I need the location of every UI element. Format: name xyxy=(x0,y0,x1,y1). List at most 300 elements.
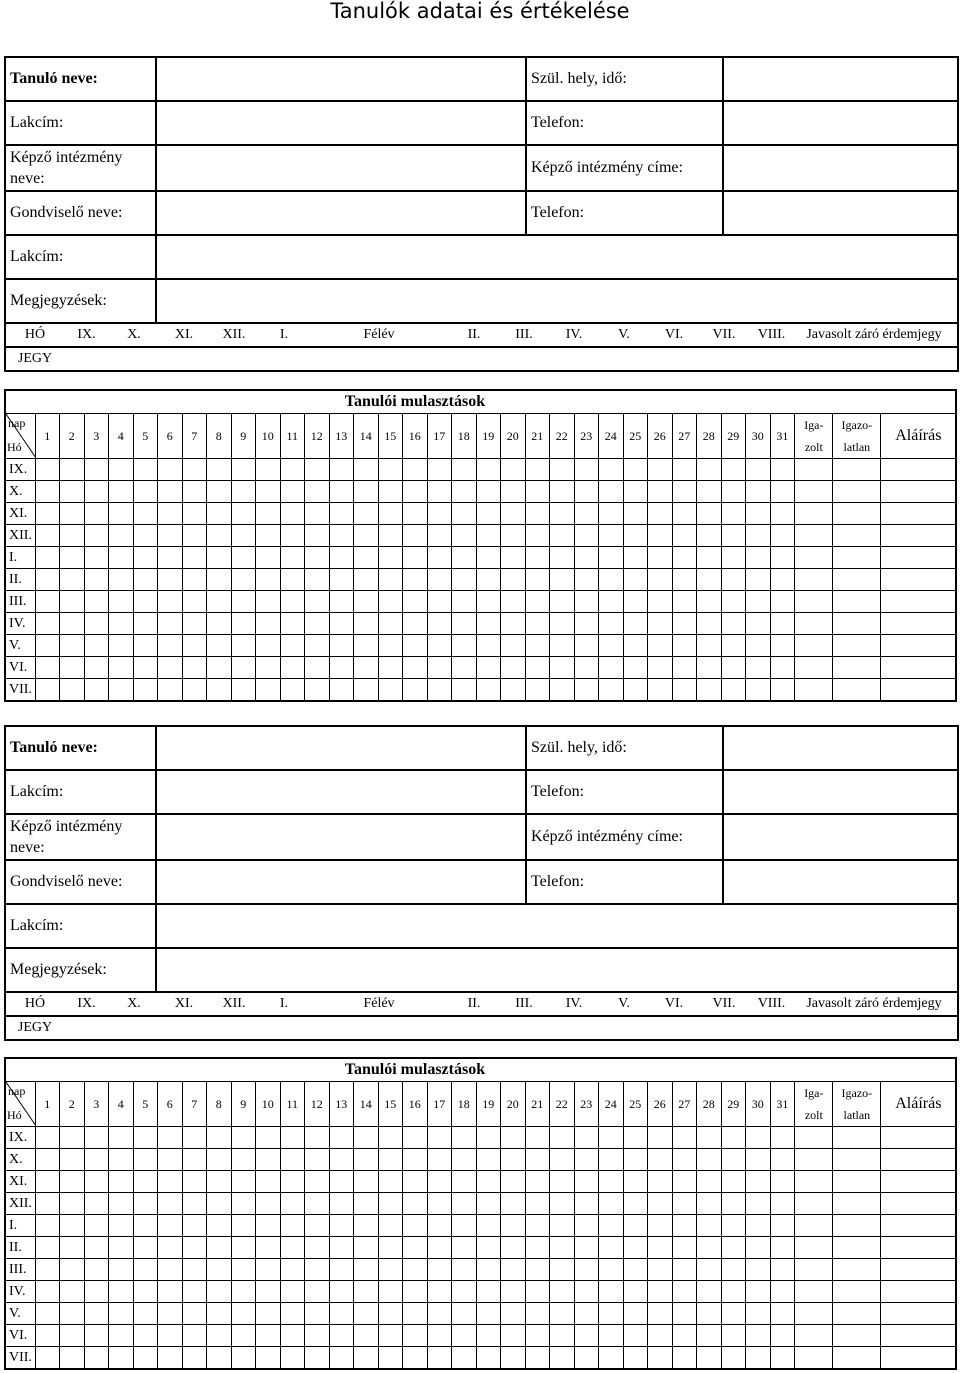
day-cell[interactable] xyxy=(599,1149,624,1171)
day-cell[interactable] xyxy=(770,1303,795,1325)
day-cell[interactable] xyxy=(305,1215,330,1237)
day-cell[interactable] xyxy=(35,1215,60,1237)
day-cell[interactable] xyxy=(378,459,403,481)
day-cell[interactable] xyxy=(525,1193,550,1215)
day-cell[interactable] xyxy=(574,1259,599,1281)
day-cell[interactable] xyxy=(84,1281,109,1303)
day-cell[interactable] xyxy=(84,1215,109,1237)
excused-cell[interactable] xyxy=(795,613,833,635)
day-cell[interactable] xyxy=(721,1259,746,1281)
day-cell[interactable] xyxy=(672,657,697,679)
day-cell[interactable] xyxy=(721,547,746,569)
day-cell[interactable] xyxy=(329,547,354,569)
day-cell[interactable] xyxy=(231,525,256,547)
day-cell[interactable] xyxy=(182,1281,207,1303)
birth-field[interactable] xyxy=(723,57,958,101)
day-cell[interactable] xyxy=(84,1325,109,1347)
day-cell[interactable] xyxy=(354,1303,379,1325)
day-cell[interactable] xyxy=(427,1303,452,1325)
signature-cell[interactable] xyxy=(881,459,957,481)
day-cell[interactable] xyxy=(84,635,109,657)
day-cell[interactable] xyxy=(378,1303,403,1325)
guardian-address-field[interactable] xyxy=(156,235,958,279)
day-cell[interactable] xyxy=(623,547,648,569)
day-cell[interactable] xyxy=(403,591,428,613)
signature-cell[interactable] xyxy=(881,1347,957,1370)
day-cell[interactable] xyxy=(648,1149,673,1171)
day-cell[interactable] xyxy=(452,679,477,702)
day-cell[interactable] xyxy=(329,591,354,613)
day-cell[interactable] xyxy=(109,1325,134,1347)
day-cell[interactable] xyxy=(476,1325,501,1347)
day-cell[interactable] xyxy=(207,1325,232,1347)
day-cell[interactable] xyxy=(403,525,428,547)
day-cell[interactable] xyxy=(427,525,452,547)
day-cell[interactable] xyxy=(599,1303,624,1325)
day-cell[interactable] xyxy=(109,481,134,503)
day-cell[interactable] xyxy=(746,1259,771,1281)
day-cell[interactable] xyxy=(550,481,575,503)
student-name-field[interactable] xyxy=(156,57,526,101)
day-cell[interactable] xyxy=(182,569,207,591)
day-cell[interactable] xyxy=(525,459,550,481)
day-cell[interactable] xyxy=(721,1303,746,1325)
day-cell[interactable] xyxy=(599,657,624,679)
day-cell[interactable] xyxy=(721,1127,746,1149)
day-cell[interactable] xyxy=(35,613,60,635)
day-cell[interactable] xyxy=(231,481,256,503)
day-cell[interactable] xyxy=(280,1149,305,1171)
day-cell[interactable] xyxy=(770,1171,795,1193)
day-cell[interactable] xyxy=(403,635,428,657)
day-cell[interactable] xyxy=(280,1303,305,1325)
day-cell[interactable] xyxy=(378,1237,403,1259)
day-cell[interactable] xyxy=(476,547,501,569)
day-cell[interactable] xyxy=(550,525,575,547)
day-cell[interactable] xyxy=(231,613,256,635)
day-cell[interactable] xyxy=(770,1215,795,1237)
day-cell[interactable] xyxy=(354,591,379,613)
day-cell[interactable] xyxy=(378,613,403,635)
day-cell[interactable] xyxy=(403,503,428,525)
day-cell[interactable] xyxy=(452,1347,477,1370)
day-cell[interactable] xyxy=(280,1127,305,1149)
day-cell[interactable] xyxy=(84,1259,109,1281)
day-cell[interactable] xyxy=(501,591,526,613)
day-cell[interactable] xyxy=(329,459,354,481)
day-cell[interactable] xyxy=(648,459,673,481)
day-cell[interactable] xyxy=(256,1193,281,1215)
excused-cell[interactable] xyxy=(795,525,833,547)
day-cell[interactable] xyxy=(133,591,158,613)
day-cell[interactable] xyxy=(256,547,281,569)
day-cell[interactable] xyxy=(697,635,722,657)
day-cell[interactable] xyxy=(501,613,526,635)
day-cell[interactable] xyxy=(256,481,281,503)
day-cell[interactable] xyxy=(182,1193,207,1215)
day-cell[interactable] xyxy=(599,635,624,657)
day-cell[interactable] xyxy=(329,679,354,702)
day-cell[interactable] xyxy=(721,1281,746,1303)
unexcused-cell[interactable] xyxy=(833,1149,881,1171)
day-cell[interactable] xyxy=(599,1325,624,1347)
day-cell[interactable] xyxy=(403,679,428,702)
day-cell[interactable] xyxy=(158,481,183,503)
day-cell[interactable] xyxy=(697,1193,722,1215)
day-cell[interactable] xyxy=(501,1325,526,1347)
day-cell[interactable] xyxy=(403,1149,428,1171)
day-cell[interactable] xyxy=(574,1237,599,1259)
day-cell[interactable] xyxy=(329,1281,354,1303)
day-cell[interactable] xyxy=(403,613,428,635)
day-cell[interactable] xyxy=(672,591,697,613)
signature-cell[interactable] xyxy=(881,1215,957,1237)
day-cell[interactable] xyxy=(452,1259,477,1281)
day-cell[interactable] xyxy=(305,459,330,481)
day-cell[interactable] xyxy=(256,1237,281,1259)
day-cell[interactable] xyxy=(525,679,550,702)
day-cell[interactable] xyxy=(599,613,624,635)
day-cell[interactable] xyxy=(648,481,673,503)
day-cell[interactable] xyxy=(550,1325,575,1347)
day-cell[interactable] xyxy=(158,1215,183,1237)
day-cell[interactable] xyxy=(476,1237,501,1259)
day-cell[interactable] xyxy=(207,1281,232,1303)
day-cell[interactable] xyxy=(721,503,746,525)
day-cell[interactable] xyxy=(158,547,183,569)
notes-field[interactable] xyxy=(156,948,958,992)
day-cell[interactable] xyxy=(378,1149,403,1171)
day-cell[interactable] xyxy=(378,1193,403,1215)
day-cell[interactable] xyxy=(599,481,624,503)
day-cell[interactable] xyxy=(672,459,697,481)
day-cell[interactable] xyxy=(427,1259,452,1281)
excused-cell[interactable] xyxy=(795,547,833,569)
signature-cell[interactable] xyxy=(881,1325,957,1347)
day-cell[interactable] xyxy=(403,481,428,503)
day-cell[interactable] xyxy=(721,1171,746,1193)
day-cell[interactable] xyxy=(770,525,795,547)
day-cell[interactable] xyxy=(623,1325,648,1347)
day-cell[interactable] xyxy=(574,569,599,591)
day-cell[interactable] xyxy=(697,1237,722,1259)
day-cell[interactable] xyxy=(599,503,624,525)
day-cell[interactable] xyxy=(452,1237,477,1259)
day-cell[interactable] xyxy=(623,1347,648,1370)
day-cell[interactable] xyxy=(231,1237,256,1259)
day-cell[interactable] xyxy=(599,1171,624,1193)
day-cell[interactable] xyxy=(354,657,379,679)
day-cell[interactable] xyxy=(501,1215,526,1237)
day-cell[interactable] xyxy=(550,1171,575,1193)
day-cell[interactable] xyxy=(280,679,305,702)
day-cell[interactable] xyxy=(770,591,795,613)
day-cell[interactable] xyxy=(354,569,379,591)
day-cell[interactable] xyxy=(378,481,403,503)
day-cell[interactable] xyxy=(623,1171,648,1193)
excused-cell[interactable] xyxy=(795,1127,833,1149)
day-cell[interactable] xyxy=(329,1259,354,1281)
day-cell[interactable] xyxy=(60,525,85,547)
day-cell[interactable] xyxy=(452,613,477,635)
day-cell[interactable] xyxy=(476,591,501,613)
day-cell[interactable] xyxy=(60,635,85,657)
day-cell[interactable] xyxy=(697,1127,722,1149)
day-cell[interactable] xyxy=(746,503,771,525)
day-cell[interactable] xyxy=(770,1127,795,1149)
day-cell[interactable] xyxy=(599,547,624,569)
day-cell[interactable] xyxy=(697,657,722,679)
day-cell[interactable] xyxy=(109,679,134,702)
day-cell[interactable] xyxy=(648,503,673,525)
day-cell[interactable] xyxy=(574,459,599,481)
day-cell[interactable] xyxy=(158,635,183,657)
day-cell[interactable] xyxy=(305,1193,330,1215)
day-cell[interactable] xyxy=(501,459,526,481)
day-cell[interactable] xyxy=(550,591,575,613)
day-cell[interactable] xyxy=(305,525,330,547)
day-cell[interactable] xyxy=(476,1127,501,1149)
day-cell[interactable] xyxy=(305,481,330,503)
day-cell[interactable] xyxy=(35,481,60,503)
day-cell[interactable] xyxy=(378,679,403,702)
day-cell[interactable] xyxy=(354,481,379,503)
day-cell[interactable] xyxy=(476,1215,501,1237)
day-cell[interactable] xyxy=(746,591,771,613)
day-cell[interactable] xyxy=(599,679,624,702)
day-cell[interactable] xyxy=(672,1325,697,1347)
day-cell[interactable] xyxy=(427,679,452,702)
institution-field[interactable] xyxy=(156,145,526,191)
grade-values-row[interactable] xyxy=(5,347,958,371)
day-cell[interactable] xyxy=(770,1259,795,1281)
day-cell[interactable] xyxy=(746,1171,771,1193)
day-cell[interactable] xyxy=(672,613,697,635)
day-cell[interactable] xyxy=(403,1193,428,1215)
day-cell[interactable] xyxy=(452,635,477,657)
day-cell[interactable] xyxy=(452,569,477,591)
day-cell[interactable] xyxy=(501,657,526,679)
day-cell[interactable] xyxy=(746,1281,771,1303)
day-cell[interactable] xyxy=(721,657,746,679)
day-cell[interactable] xyxy=(623,1303,648,1325)
day-cell[interactable] xyxy=(452,481,477,503)
signature-cell[interactable] xyxy=(881,1127,957,1149)
day-cell[interactable] xyxy=(60,591,85,613)
day-cell[interactable] xyxy=(84,547,109,569)
day-cell[interactable] xyxy=(550,503,575,525)
unexcused-cell[interactable] xyxy=(833,657,881,679)
day-cell[interactable] xyxy=(84,503,109,525)
excused-cell[interactable] xyxy=(795,1215,833,1237)
day-cell[interactable] xyxy=(378,591,403,613)
grade-values-row[interactable] xyxy=(5,1016,958,1040)
day-cell[interactable] xyxy=(623,481,648,503)
day-cell[interactable] xyxy=(501,1127,526,1149)
day-cell[interactable] xyxy=(84,1347,109,1370)
day-cell[interactable] xyxy=(60,1127,85,1149)
day-cell[interactable] xyxy=(525,591,550,613)
day-cell[interactable] xyxy=(329,525,354,547)
day-cell[interactable] xyxy=(648,547,673,569)
address-field[interactable] xyxy=(156,770,526,814)
signature-cell[interactable] xyxy=(881,1149,957,1171)
day-cell[interactable] xyxy=(770,657,795,679)
day-cell[interactable] xyxy=(525,1347,550,1370)
day-cell[interactable] xyxy=(60,1259,85,1281)
day-cell[interactable] xyxy=(158,503,183,525)
day-cell[interactable] xyxy=(133,679,158,702)
day-cell[interactable] xyxy=(256,635,281,657)
signature-cell[interactable] xyxy=(881,1171,957,1193)
day-cell[interactable] xyxy=(378,547,403,569)
day-cell[interactable] xyxy=(256,1127,281,1149)
day-cell[interactable] xyxy=(697,1171,722,1193)
day-cell[interactable] xyxy=(672,1149,697,1171)
day-cell[interactable] xyxy=(60,569,85,591)
day-cell[interactable] xyxy=(550,1215,575,1237)
day-cell[interactable] xyxy=(280,569,305,591)
day-cell[interactable] xyxy=(35,1259,60,1281)
day-cell[interactable] xyxy=(354,459,379,481)
day-cell[interactable] xyxy=(599,1281,624,1303)
day-cell[interactable] xyxy=(476,459,501,481)
address-field[interactable] xyxy=(156,101,526,145)
day-cell[interactable] xyxy=(231,1193,256,1215)
day-cell[interactable] xyxy=(133,569,158,591)
day-cell[interactable] xyxy=(452,525,477,547)
unexcused-cell[interactable] xyxy=(833,1347,881,1370)
day-cell[interactable] xyxy=(60,1237,85,1259)
day-cell[interactable] xyxy=(501,1259,526,1281)
day-cell[interactable] xyxy=(672,1215,697,1237)
day-cell[interactable] xyxy=(354,679,379,702)
excused-cell[interactable] xyxy=(795,635,833,657)
day-cell[interactable] xyxy=(207,1259,232,1281)
excused-cell[interactable] xyxy=(795,569,833,591)
day-cell[interactable] xyxy=(452,1149,477,1171)
unexcused-cell[interactable] xyxy=(833,459,881,481)
day-cell[interactable] xyxy=(231,547,256,569)
day-cell[interactable] xyxy=(354,1127,379,1149)
day-cell[interactable] xyxy=(403,1215,428,1237)
day-cell[interactable] xyxy=(746,525,771,547)
day-cell[interactable] xyxy=(109,1237,134,1259)
day-cell[interactable] xyxy=(452,1215,477,1237)
day-cell[interactable] xyxy=(672,1281,697,1303)
day-cell[interactable] xyxy=(158,1303,183,1325)
day-cell[interactable] xyxy=(403,1259,428,1281)
day-cell[interactable] xyxy=(256,1281,281,1303)
day-cell[interactable] xyxy=(158,591,183,613)
day-cell[interactable] xyxy=(35,679,60,702)
excused-cell[interactable] xyxy=(795,503,833,525)
day-cell[interactable] xyxy=(231,1325,256,1347)
day-cell[interactable] xyxy=(403,1281,428,1303)
day-cell[interactable] xyxy=(329,657,354,679)
day-cell[interactable] xyxy=(35,1237,60,1259)
day-cell[interactable] xyxy=(623,459,648,481)
day-cell[interactable] xyxy=(476,1171,501,1193)
day-cell[interactable] xyxy=(721,1237,746,1259)
day-cell[interactable] xyxy=(280,1215,305,1237)
excused-cell[interactable] xyxy=(795,1325,833,1347)
day-cell[interactable] xyxy=(452,1303,477,1325)
unexcused-cell[interactable] xyxy=(833,1171,881,1193)
day-cell[interactable] xyxy=(672,1171,697,1193)
day-cell[interactable] xyxy=(256,1303,281,1325)
day-cell[interactable] xyxy=(623,1281,648,1303)
day-cell[interactable] xyxy=(109,1347,134,1370)
day-cell[interactable] xyxy=(158,1127,183,1149)
day-cell[interactable] xyxy=(305,547,330,569)
day-cell[interactable] xyxy=(501,1193,526,1215)
day-cell[interactable] xyxy=(672,635,697,657)
day-cell[interactable] xyxy=(378,1171,403,1193)
day-cell[interactable] xyxy=(452,1325,477,1347)
day-cell[interactable] xyxy=(452,503,477,525)
day-cell[interactable] xyxy=(550,1347,575,1370)
day-cell[interactable] xyxy=(574,591,599,613)
day-cell[interactable] xyxy=(378,635,403,657)
day-cell[interactable] xyxy=(770,503,795,525)
day-cell[interactable] xyxy=(648,1347,673,1370)
signature-cell[interactable] xyxy=(881,503,957,525)
day-cell[interactable] xyxy=(525,547,550,569)
day-cell[interactable] xyxy=(329,1171,354,1193)
day-cell[interactable] xyxy=(476,1347,501,1370)
day-cell[interactable] xyxy=(648,1171,673,1193)
day-cell[interactable] xyxy=(35,1325,60,1347)
day-cell[interactable] xyxy=(672,1127,697,1149)
day-cell[interactable] xyxy=(158,569,183,591)
day-cell[interactable] xyxy=(158,1281,183,1303)
day-cell[interactable] xyxy=(648,525,673,547)
day-cell[interactable] xyxy=(354,1237,379,1259)
day-cell[interactable] xyxy=(599,1127,624,1149)
day-cell[interactable] xyxy=(329,1215,354,1237)
day-cell[interactable] xyxy=(35,525,60,547)
day-cell[interactable] xyxy=(525,657,550,679)
day-cell[interactable] xyxy=(207,1237,232,1259)
day-cell[interactable] xyxy=(721,591,746,613)
day-cell[interactable] xyxy=(599,459,624,481)
day-cell[interactable] xyxy=(305,1149,330,1171)
day-cell[interactable] xyxy=(427,459,452,481)
day-cell[interactable] xyxy=(109,1259,134,1281)
excused-cell[interactable] xyxy=(795,657,833,679)
day-cell[interactable] xyxy=(746,1149,771,1171)
day-cell[interactable] xyxy=(207,1347,232,1370)
day-cell[interactable] xyxy=(158,525,183,547)
day-cell[interactable] xyxy=(256,569,281,591)
signature-cell[interactable] xyxy=(881,525,957,547)
unexcused-cell[interactable] xyxy=(833,1193,881,1215)
day-cell[interactable] xyxy=(231,459,256,481)
day-cell[interactable] xyxy=(770,1281,795,1303)
day-cell[interactable] xyxy=(354,1171,379,1193)
day-cell[interactable] xyxy=(452,1193,477,1215)
unexcused-cell[interactable] xyxy=(833,1127,881,1149)
day-cell[interactable] xyxy=(599,1259,624,1281)
day-cell[interactable] xyxy=(427,481,452,503)
day-cell[interactable] xyxy=(182,1303,207,1325)
day-cell[interactable] xyxy=(109,503,134,525)
day-cell[interactable] xyxy=(672,1347,697,1370)
signature-cell[interactable] xyxy=(881,1237,957,1259)
day-cell[interactable] xyxy=(84,525,109,547)
day-cell[interactable] xyxy=(182,1347,207,1370)
